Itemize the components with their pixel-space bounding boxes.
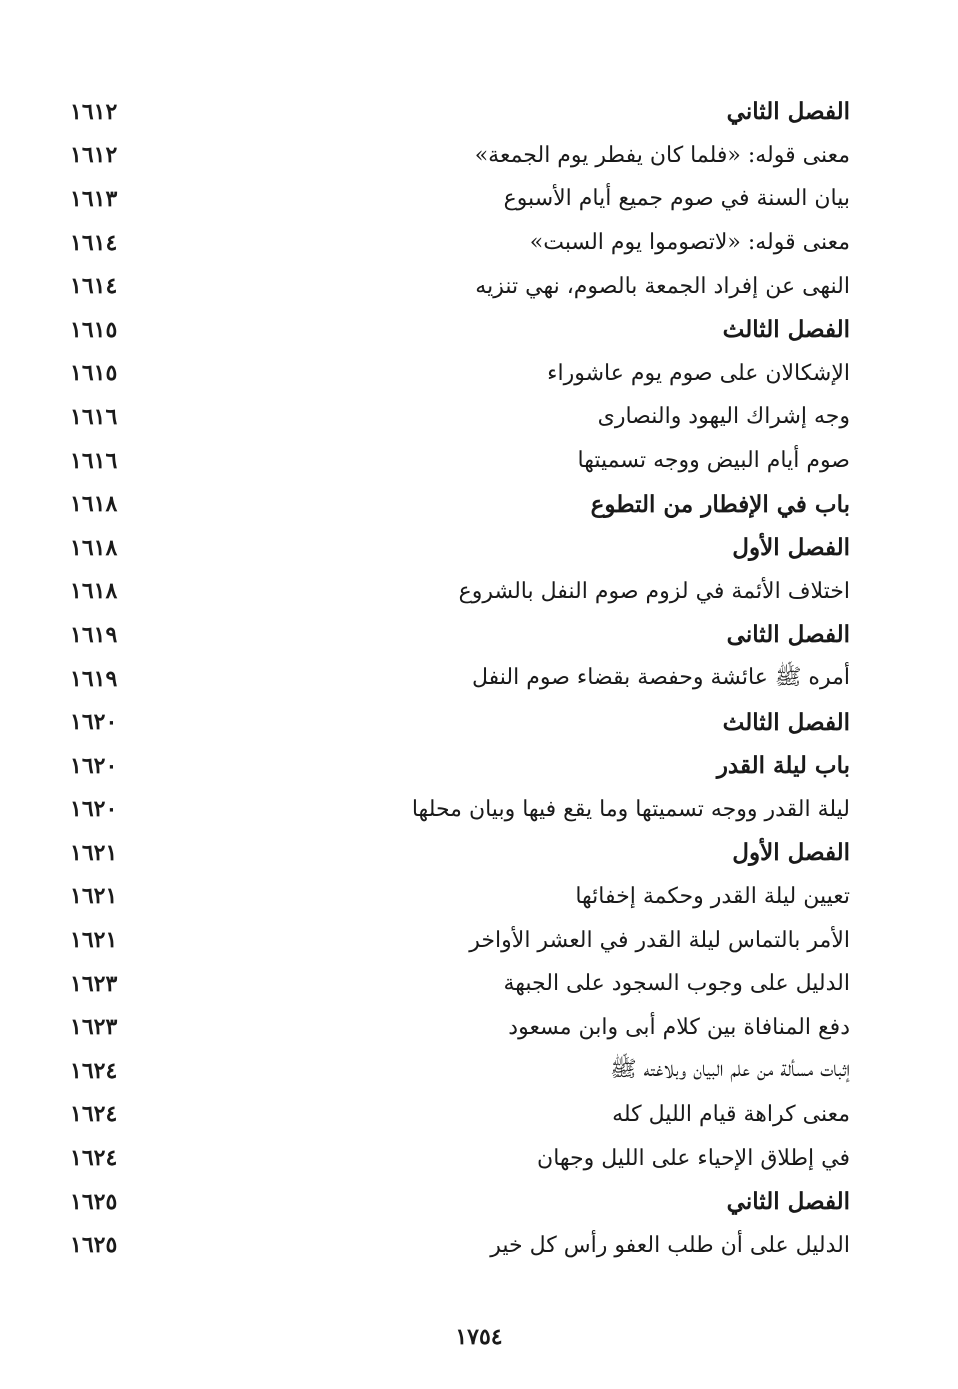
- toc-entry-page: ١٦١٨: [70, 578, 118, 605]
- toc-entry-page: ١٦٢١: [70, 927, 118, 954]
- toc-entry: [70, 744, 850, 788]
- toc-entry-page: ١٦٢٠: [70, 796, 118, 823]
- toc-entry-page: ١٦٢٠: [70, 752, 118, 779]
- toc-entry-title: تعيين ليلة القدر وحكمة إخفائها: [575, 883, 850, 909]
- toc-entry-page: ١٦١٤: [70, 273, 118, 300]
- toc-entry-page: ١٦٢٥: [70, 1232, 118, 1259]
- toc-entry-title: وجه إشراك اليهود والنصارى: [597, 404, 850, 430]
- toc-entry-page: ١٦٢٥: [70, 1188, 118, 1215]
- toc-entry: [70, 1223, 850, 1267]
- toc-entry: [70, 90, 850, 134]
- table-of-contents: [70, 90, 850, 1267]
- toc-entry: [70, 875, 850, 919]
- toc-entry: [70, 395, 850, 439]
- toc-entry: [70, 1093, 850, 1137]
- toc-entry-title: معنى قوله: «لاتصوموا يوم السبت»: [529, 230, 850, 256]
- toc-entry-title: معنى قوله: «فلما كان يفطر يوم الجمعة»: [474, 142, 850, 168]
- toc-entry: [70, 1136, 850, 1180]
- toc-entry: [70, 482, 850, 526]
- toc-entry-title: الدليل على أن طلب العفو رأس كل خير: [490, 1232, 850, 1258]
- toc-entry: [70, 352, 850, 396]
- toc-entry: [70, 788, 850, 832]
- toc-entry: [70, 657, 850, 701]
- toc-entry-title: صوم أيام البيض ووجه تسميتها: [577, 448, 850, 474]
- toc-entry-title: الدليل على وجوب السجود على الجبهة: [503, 971, 850, 997]
- toc-entry-page: ١٦١٨: [70, 491, 118, 518]
- toc-entry-page: ١٦١٤: [70, 229, 118, 256]
- toc-entry-title: الأمر بالتماس ليلة القدر في العشر الأواخر: [469, 927, 850, 953]
- toc-entry: [70, 613, 850, 657]
- toc-entry-title: معنى كراهة قيام الليل كله: [612, 1101, 850, 1127]
- toc-entry-page: ١٦٢٣: [70, 970, 118, 997]
- toc-entry-page: ١٦٢١: [70, 883, 118, 910]
- toc-entry-page: ١٦١٦: [70, 403, 118, 430]
- toc-entry: [70, 918, 850, 962]
- toc-entry-title: اختلاف الأئمة في لزوم صوم النفل بالشروع: [458, 578, 850, 604]
- toc-entry: [70, 1180, 850, 1224]
- toc-entry: [70, 1049, 850, 1093]
- toc-entry-title: دفع المنافاة بين كلام أبى وابن مسعود: [508, 1014, 850, 1040]
- toc-section-heading: الفصل الثاني: [726, 98, 850, 126]
- toc-entry-page: ١٦١٥: [70, 316, 118, 343]
- toc-entry: [70, 134, 850, 178]
- toc-entry: [70, 308, 850, 352]
- toc-entry-page: ١٦١٢: [70, 142, 118, 169]
- toc-section-heading: الفصل الثالث: [722, 708, 850, 736]
- toc-entry-page: ١٦٢٠: [70, 709, 118, 736]
- toc-entry: [70, 570, 850, 614]
- toc-entry-page: ١٦٢٤: [70, 1057, 118, 1084]
- toc-entry: [70, 962, 850, 1006]
- toc-entry: [70, 700, 850, 744]
- page-number-footer: ١٧٥٤: [455, 1324, 503, 1350]
- toc-section-heading: الفصل الثانى: [726, 621, 850, 649]
- toc-entry-page: ١٦٢٣: [70, 1014, 118, 1041]
- toc-entry: [70, 177, 850, 221]
- toc-entry-title: ليلة القدر ووجه تسميتها وما يقع فيها وبيان محلها: [411, 796, 850, 822]
- toc-section-heading: الفصل الأول: [732, 534, 850, 562]
- toc-entry: [70, 439, 850, 483]
- toc-entry-page: ١٦٢٤: [70, 1145, 118, 1172]
- toc-section-heading: الفصل الثالث: [722, 316, 850, 344]
- toc-entry-page: ١٦١٩: [70, 621, 118, 648]
- toc-entry: [70, 264, 850, 308]
- toc-entry: [70, 831, 850, 875]
- toc-entry-title: بيان السنة في صوم جميع أيام الأسبوع: [503, 186, 850, 212]
- toc-section-heading: باب ليلة القدر: [716, 752, 850, 780]
- toc-entry-page: ١٦١٢: [70, 98, 118, 125]
- toc-entry-page: ١٦١٨: [70, 534, 118, 561]
- toc-section-heading: الفصل الأول: [732, 839, 850, 867]
- toc-entry-page: ١٦١٦: [70, 447, 118, 474]
- toc-entry: [70, 221, 850, 265]
- toc-entry-title: الإشكالان على صوم يوم عاشوراء: [547, 360, 850, 386]
- toc-entry: [70, 1005, 850, 1049]
- toc-entry-page: ١٦٢١: [70, 839, 118, 866]
- toc-entry-page: ١٦٢٤: [70, 1101, 118, 1128]
- toc-entry-title: في إطلاق الإحياء على الليل وجهان: [537, 1145, 850, 1171]
- toc-entry-page: ١٦١٣: [70, 185, 118, 212]
- toc-entry-title: إثبات مسألة من علم البيان وبلاغته ﷺ: [610, 1056, 850, 1082]
- toc-entry: [70, 526, 850, 570]
- toc-entry-title: أمره ﷺ عائشة وحفصة بقضاء صوم النفل: [472, 664, 850, 690]
- toc-entry-page: ١٦١٥: [70, 360, 118, 387]
- toc-section-heading: الفصل الثاني: [726, 1188, 850, 1216]
- toc-entry-title: النهى عن إفراد الجمعة بالصوم، نهي تنزيه: [475, 273, 850, 299]
- toc-section-heading: باب في الإفطار من التطوع: [590, 490, 850, 518]
- toc-entry-page: ١٦١٩: [70, 665, 118, 692]
